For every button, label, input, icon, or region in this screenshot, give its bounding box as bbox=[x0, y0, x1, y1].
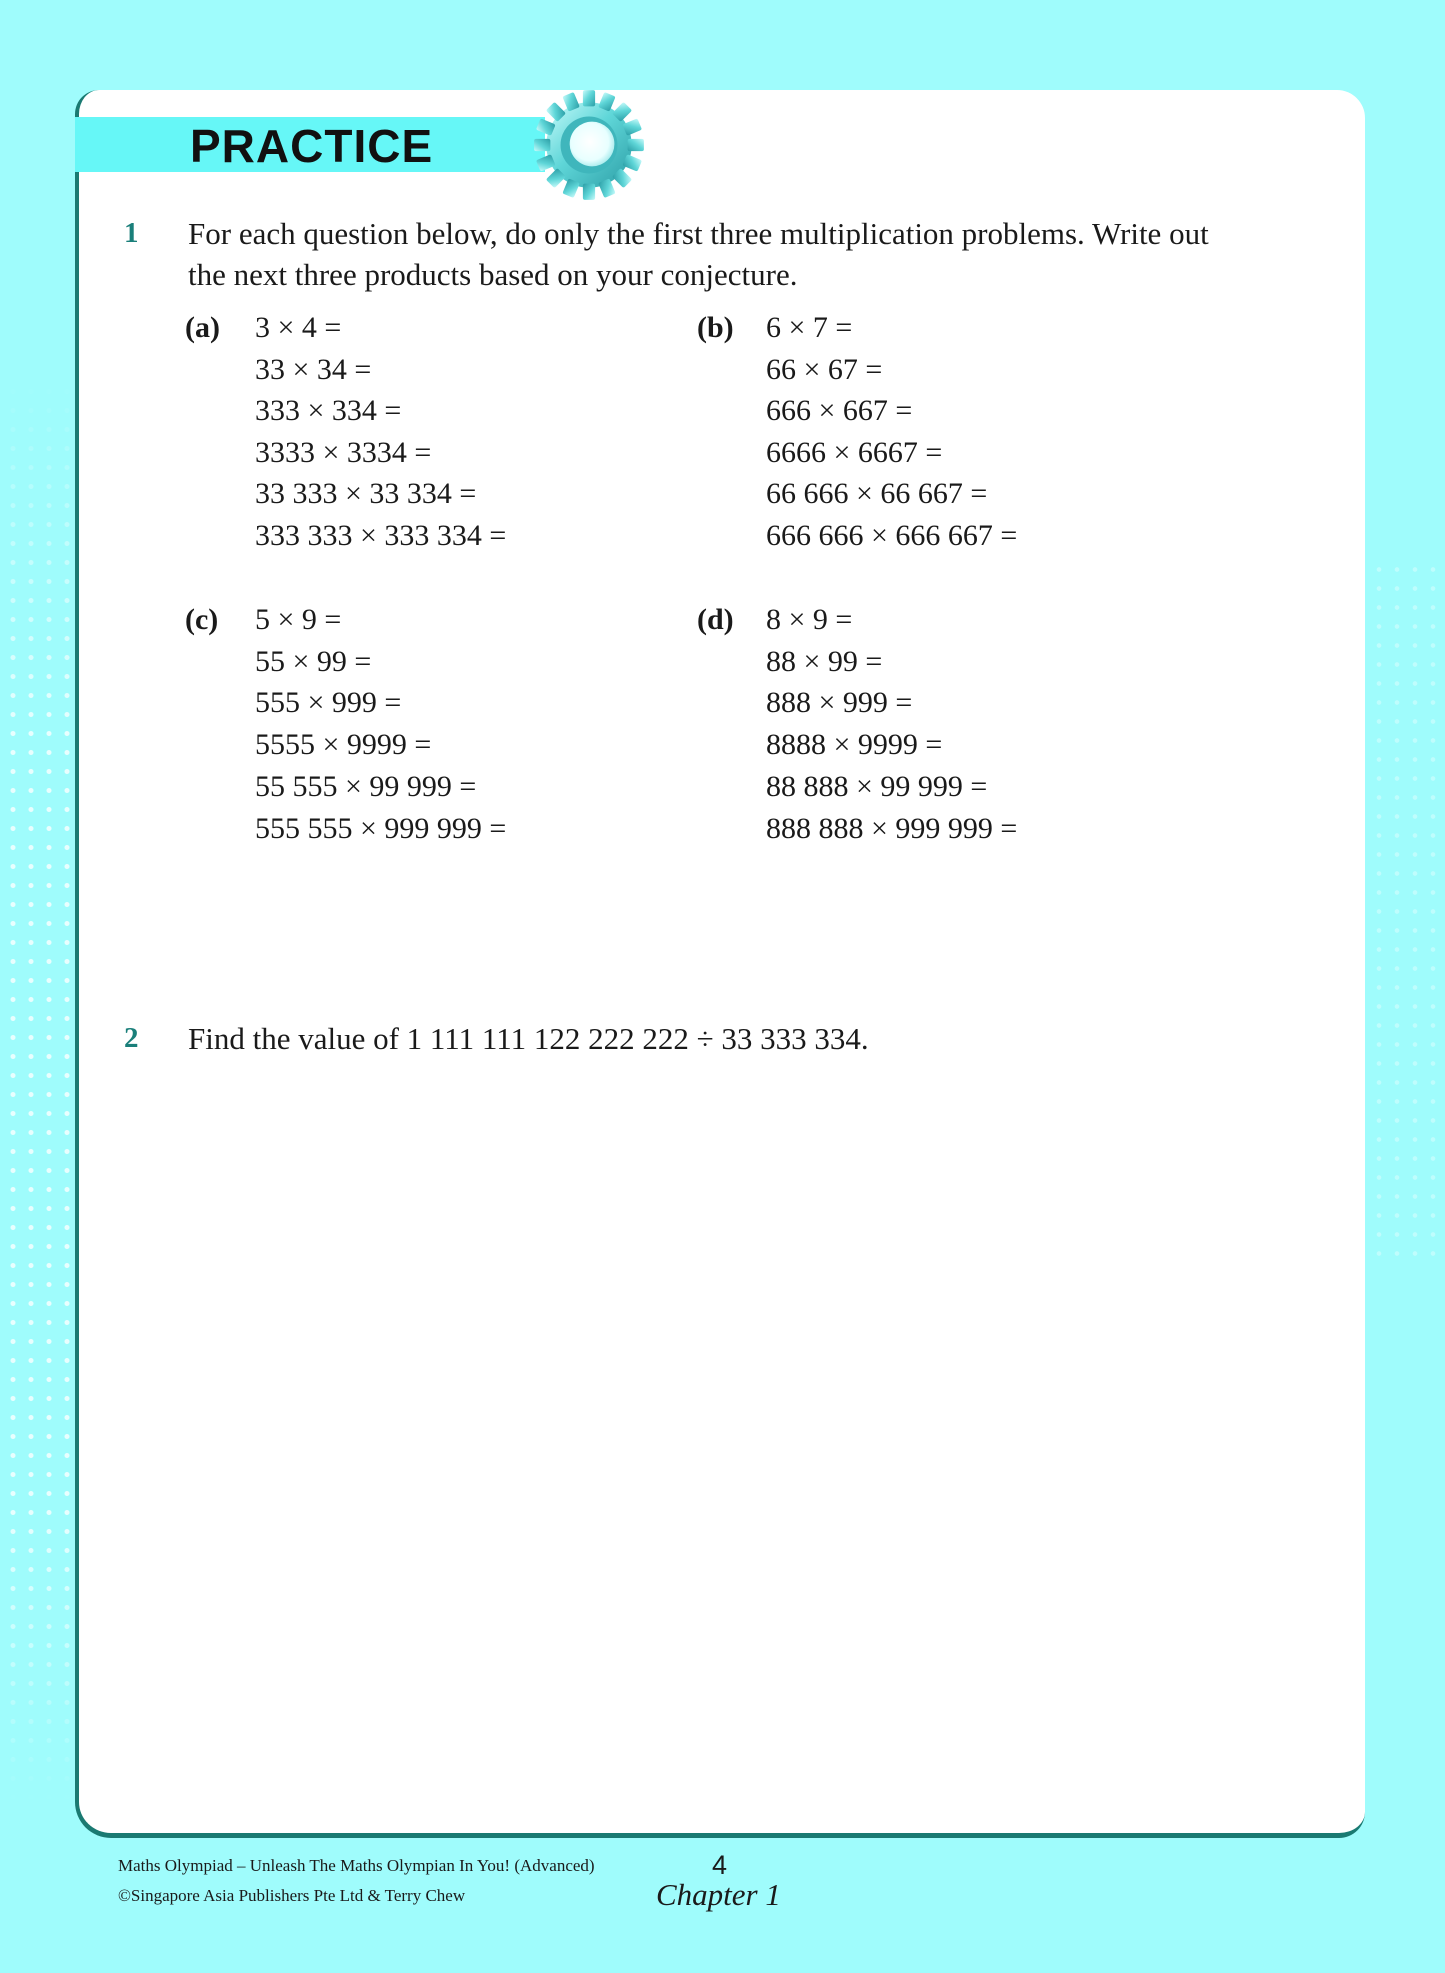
page-number: 4 bbox=[712, 1850, 728, 1880]
expression: 333 333 × 333 334 = bbox=[255, 519, 507, 552]
expression: 555 555 × 999 999 = bbox=[255, 812, 507, 845]
expression: 6666 × 6667 = bbox=[766, 436, 943, 469]
subpart-label: (d) bbox=[697, 603, 734, 636]
expression: 5555 × 9999 = bbox=[255, 728, 432, 761]
expression: 6 × 7 = bbox=[766, 311, 853, 344]
expression: 55 555 × 99 999 = bbox=[255, 770, 477, 803]
expression: 666 666 × 666 667 = bbox=[766, 519, 1018, 552]
expression: 8 × 9 = bbox=[766, 603, 853, 636]
expression: 666 × 667 = bbox=[766, 394, 913, 427]
subpart-label: (a) bbox=[185, 311, 220, 344]
subpart-label: (b) bbox=[697, 311, 734, 344]
expression: 88 888 × 99 999 = bbox=[766, 770, 988, 803]
expression: 88 × 99 = bbox=[766, 645, 883, 678]
expression: 66 × 67 = bbox=[766, 353, 883, 386]
dot-pattern-left bbox=[0, 380, 78, 1800]
expression: 55 × 99 = bbox=[255, 645, 372, 678]
question-text-line: For each question below, do only the first three multiplication problems. Write out bbox=[188, 216, 1209, 251]
dot-pattern-right bbox=[1370, 560, 1445, 1260]
question-text-line: Find the value of 1 111 111 122 222 222 ÷ 33 333 334. bbox=[188, 1021, 869, 1056]
question-number: 2 bbox=[124, 1022, 139, 1054]
subpart-label: (c) bbox=[185, 603, 219, 636]
expression: 3 × 4 = bbox=[255, 311, 342, 344]
expression: 888 × 999 = bbox=[766, 686, 913, 719]
expression: 555 × 999 = bbox=[255, 686, 402, 719]
expression: 333 × 334 = bbox=[255, 394, 402, 427]
expression: 888 888 × 999 999 = bbox=[766, 812, 1018, 845]
question-text-line: the next three products based on your conjecture. bbox=[188, 257, 798, 292]
gear-icon bbox=[528, 84, 650, 206]
expression: 66 666 × 66 667 = bbox=[766, 477, 988, 510]
footer-book-title: Maths Olympiad – Unleash The Maths Olympian In You! (Advanced) bbox=[118, 1856, 595, 1875]
expression: 8888 × 9999 = bbox=[766, 728, 943, 761]
expression: 33 × 34 = bbox=[255, 353, 372, 386]
footer-copyright: ©Singapore Asia Publishers Pte Ltd & Terry Chew bbox=[118, 1886, 466, 1905]
expression: 3333 × 3334 = bbox=[255, 436, 432, 469]
expression: 33 333 × 33 334 = bbox=[255, 477, 477, 510]
section-title: PRACTICE bbox=[190, 120, 434, 172]
chapter-label: Chapter 1 bbox=[656, 1877, 781, 1912]
expression: 5 × 9 = bbox=[255, 603, 342, 636]
question-number: 1 bbox=[124, 217, 139, 249]
